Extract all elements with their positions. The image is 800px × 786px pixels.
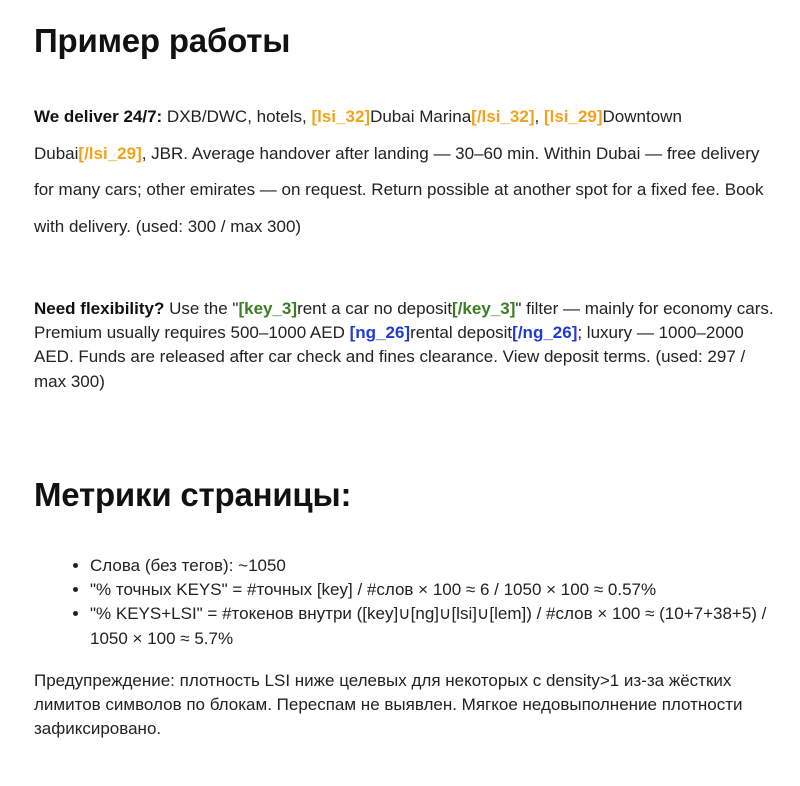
delivery-downtown-text: Downtown Dubai — [34, 107, 682, 163]
deposit-keyword-text: rent a car no deposit — [297, 299, 453, 318]
delivery-text-2: , — [534, 107, 544, 126]
deposit-paragraph — [34, 297, 774, 394]
deposit-lead: Need flexibility? — [34, 299, 165, 318]
delivery-text-3: , JBR. Average handover after landing — 30–60 min. Within Dubai — free delivery for many cars; other emirates — on request. Return possible at another spot for a fixed fee. Book with delivery. (used: 300 / max 300) — [34, 143, 764, 236]
delivery-text-1: DXB/DWC, hotels, — [162, 107, 312, 126]
key-3-open-tag: [key_3] — [238, 299, 298, 318]
ng-26-open-tag: [ng_26] — [349, 323, 411, 343]
deposit-ng-text: rental deposit — [410, 323, 513, 343]
deposit-text-2: " filter — mainly for economy cars. Premium usually requires 500–1000 AED — [34, 299, 774, 343]
warning-paragraph: Предупреждение: плотность LSI ниже целевых для некоторых с density>1 из-за жёстких лимитов символов по блокам. Переспам не выявлен. Мягкое недовыполнение плотности зафиксировано. — [34, 671, 743, 739]
delivery-paragraph — [34, 99, 774, 245]
lsi-32-open-tag: [lsi_32] — [311, 107, 371, 126]
metric-item-keys-lsi-percent: • "% KEYS+LSI" = #токенов внутри ([key]∪[ng]∪[lsi]∪[lem]) / #слов × 100 ≈ (10+7+38+5) / 1050 × 100 ≈ 5.7% — [90, 602, 774, 650]
section-title-metrics: Метрики страницы: — [34, 476, 352, 513]
deposit-text-3: ; luxury — 1000–2000 AED. Funds are released after car check and fines clearance. View deposit terms. (used: 297 / max 300) — [34, 323, 746, 391]
delivery-lead: We deliver 24/7: — [34, 107, 163, 126]
metrics-list — [34, 554, 774, 651]
metric-item-words: • Слова (без тегов): ~1050 — [90, 554, 774, 578]
lsi-29-open-tag: [lsi_29] — [543, 107, 603, 126]
delivery-marina-text: Dubai Marina — [370, 107, 472, 126]
deposit-text-1: Use the " — [164, 299, 239, 318]
lsi-29-close-tag: [/lsi_29] — [78, 143, 142, 163]
section-title-example: Пример работы — [34, 22, 291, 59]
key-3-close-tag: [/key_3] — [452, 299, 516, 318]
metric-item-keys-percent: • "% точных KEYS" = #точных [key] / #слов × 100 ≈ 6 / 1050 × 100 ≈ 0.57% — [90, 578, 774, 602]
lsi-32-close-tag: [/lsi_32] — [471, 107, 535, 126]
ng-26-close-tag: [/ng_26] — [512, 323, 578, 343]
